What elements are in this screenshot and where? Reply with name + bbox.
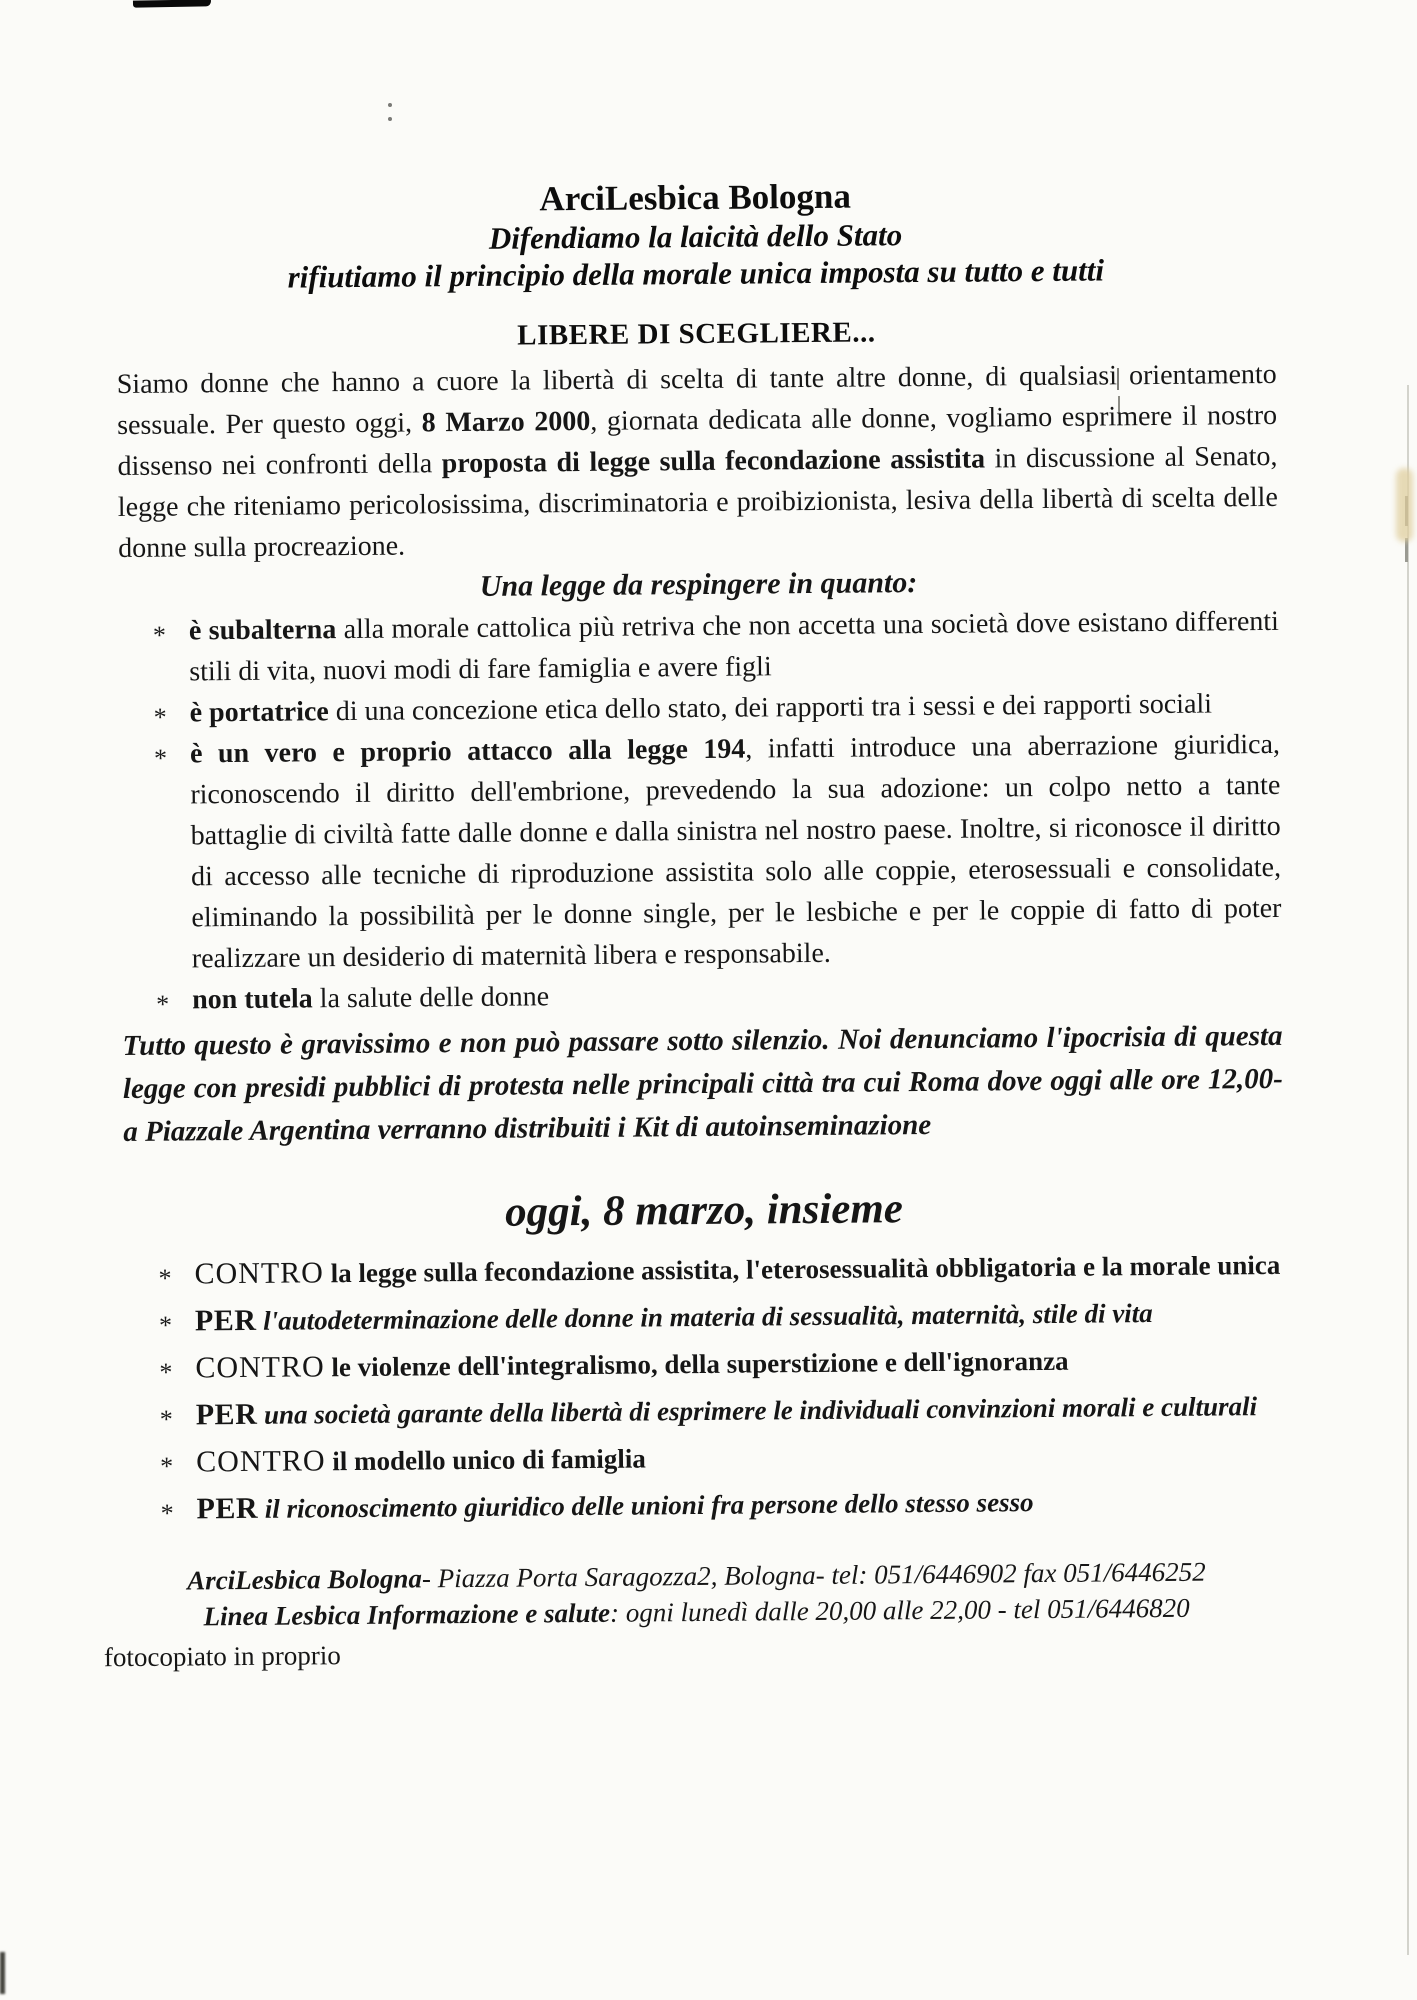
section-heading-libere: LIBERE DI SCEGLIERE...	[517, 316, 876, 352]
keyword-contro: CONTRO	[196, 1444, 326, 1479]
page-subtitle-1: Difendiamo la laicità dello Stato	[488, 217, 903, 256]
keyword-contro: CONTRO	[195, 1350, 325, 1385]
scan-artifact-paper-edge-line	[1407, 385, 1409, 1955]
list-item	[119, 601, 1280, 693]
asterisk-bullet: *	[158, 1310, 173, 1340]
keyword-per: PER	[195, 1397, 258, 1432]
list-item	[122, 970, 1282, 1021]
list-item-text: il modello unico di famiglia	[332, 1443, 646, 1477]
list-item	[125, 1293, 1285, 1341]
page-title: ArciLesbica Bologna	[539, 176, 852, 219]
org-name: ArciLesbica Bologna	[187, 1563, 423, 1596]
rally-list	[124, 1246, 1286, 1529]
list-item	[124, 1246, 1284, 1294]
law-list-heading: Una legge da respingere in quanto:	[479, 566, 918, 603]
address-text: - Piazza Porta Saragozza2, Bologna- tel: 051/6446902 fax 051/6446252	[421, 1556, 1206, 1594]
keyword-contro: CONTRO	[194, 1256, 325, 1291]
asterisk-bullet: *	[153, 743, 168, 773]
flyer-content	[103, 173, 1288, 1675]
list-item-text: una società garante della libertà di esprimere le individuali convinzioni morali e culturali	[263, 1391, 1258, 1430]
asterisk-bullet: *	[160, 1498, 174, 1528]
list-item-text: non tutela la salute delle donne	[192, 981, 550, 1016]
list-item-text: la legge sulla fecondazione assistita, l'eterosessualità obbligatoria e la morale unica	[330, 1249, 1281, 1289]
denunciation-paragraph: Tutto questo è gravissimo e non può passare sotto silenzio. Noi denunciamo l'ipocrisia di questa legge con presidi pubblici di protesta nelle principali città tra cui Roma dove oggi alle ore 12,00- a Piazzale Argentina verranno distribuiti i Kit di autoinseminazione	[122, 1019, 1284, 1149]
page-subtitle-2: rifiutiamo il principio della morale unica imposta su tutto e tutti	[287, 252, 1105, 295]
footer	[103, 1553, 1288, 1675]
list-item-text: è subalterna alla morale cattolica più retriva che non accetta una società dove esistano differenti stili di vita, nuovi modi di fare famiglia e avere figli	[188, 605, 1280, 688]
helpline-name: Linea Lesbica Informazione e salute	[203, 1597, 611, 1632]
list-item	[126, 1387, 1286, 1435]
law-objections-list	[119, 601, 1283, 1021]
list-item-text: il riconoscimento giuridico delle unioni fra persone dello stesso sesso	[264, 1487, 1034, 1524]
scan-artifact-colon-dots	[388, 103, 393, 125]
list-item-text: è un vero e proprio attacco alla legge 194, infatti introduce una aberrazione giuridica, riconoscendo il diritto dell'embrione, prevedendo la sua adozione: un colpo netto a tante battaglie di civiltà fatte dalle donne e dalla sinistra nel nostro paese. Inoltre, si riconosce il diritto di accesso alle tecniche di riproduzione assistita solo alle coppie, eterosessuali e consolidate, eliminando la possibilità per le donne single, per le lesbiche e per le coppie di fatto di poter realizzare un desiderio di maternità libera e responsabile.	[189, 728, 1282, 975]
list-item	[125, 1340, 1285, 1388]
list-item	[126, 1434, 1286, 1482]
asterisk-bullet: *	[159, 1357, 173, 1387]
keyword-per: PER	[194, 1303, 257, 1338]
list-item	[120, 724, 1282, 980]
list-item-text: le violenze dell'integralismo, della superstizione e dell'ignoranza	[331, 1345, 1069, 1383]
asterisk-bullet: *	[160, 1451, 174, 1481]
asterisk-bullet: *	[156, 989, 170, 1019]
scan-artifact-top-mark	[133, 0, 211, 8]
helpline-text: : ogni lunedì dalle 20,00 alle 22,00 - tel 051/6446820	[609, 1592, 1190, 1628]
photocopy-note: fotocopiato in proprio	[103, 1640, 341, 1673]
asterisk-bullet: *	[159, 1404, 173, 1434]
scan-artifact-bottom-left-mark	[0, 1952, 5, 1994]
keyword-per: PER	[196, 1491, 259, 1526]
intro-paragraph: Siamo donne che hanno a cuore la libertà di scelta di tante altre donne, di qualsiasi orientamento sessuale. Per questo oggi, 8 Marzo 2000, giornata dedicata alle donne, vogliamo esprimere il nostro dissenso nei confronti della proposta di legge sulla fecondazione assistita in discussione al Senato, legge che riteniamo pericolosissima, discriminatoria e proibizionista, lesiva della libertà di scelta delle donne sulla procreazione.	[116, 358, 1278, 565]
list-item-text: l'autodeterminazione delle donne in materia di sessualità, maternità, stile di vita	[263, 1298, 1153, 1336]
list-item-text: è portatrice di una concezione etica dello stato, dei rapporti tra i sessi e dei rapporti sociali	[189, 688, 1213, 729]
asterisk-bullet: *	[152, 620, 167, 650]
asterisk-bullet: *	[153, 702, 167, 732]
rally-heading: oggi, 8 marzo, insieme	[504, 1185, 904, 1236]
asterisk-bullet: *	[158, 1263, 172, 1293]
scan-artifact-tan-smudge	[1396, 468, 1413, 542]
list-item	[126, 1481, 1286, 1529]
